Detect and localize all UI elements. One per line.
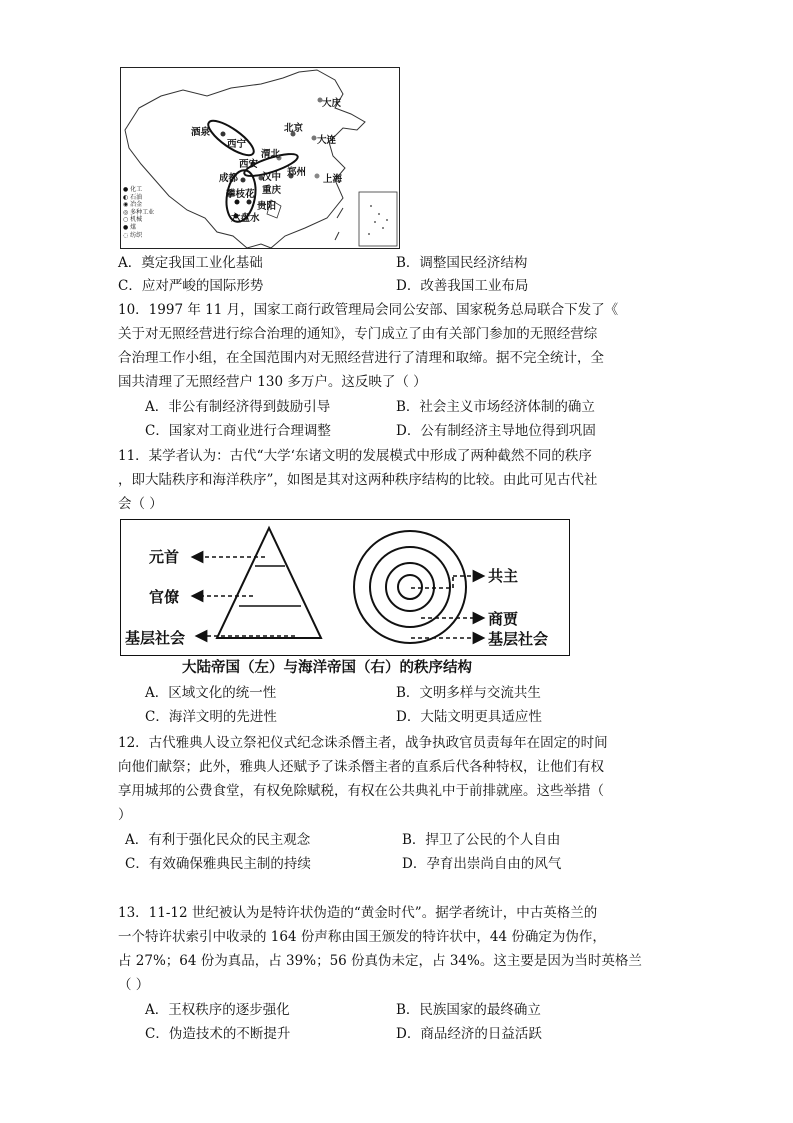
city-label: 攀枝花 [226,189,255,200]
q11-option-a[interactable]: A．区域文化的统一性 [145,685,277,701]
q12-option-c[interactable]: C．有效确保雅典民主制的持续 [125,856,311,872]
legend-item: ◎ 多种工业 [123,208,155,216]
q11-stem-line: ，即大陆秩序和海洋秩序”，如图是其对这两种秩序结构的比较。由此可见古代社 [118,472,598,488]
city-label: 大庆 [322,98,342,109]
q13-stem-line: 13．11-12 世纪被认为是特许状伪造的“黄金时代”。据学者统计，中古英格兰的 [118,905,598,921]
label-grassroots-right: 基层社会 [488,630,549,648]
city-label: 西安 [239,159,259,170]
industrial-layout-map [120,67,400,249]
label-bureaucracy: 官僚 [149,588,180,606]
city-label: 酒泉 [191,127,211,138]
city-label: 大连 [317,135,337,146]
q10-stem-line: 10．1997 年 11 月，国家工商行政管理局会同公安部、国家税务总局联合下发了《 [118,302,619,318]
q10-option-c[interactable]: C．国家对工商业进行合理调整 [145,423,331,439]
q9-option-b[interactable]: B．调整国民经济结构 [396,255,528,271]
q12-option-d[interactable]: D．孕育出崇尚自由的风气 [402,856,562,872]
diagram-caption: 大陆帝国（左）与海洋帝国（右）的秩序结构 [182,660,472,676]
label-grassroots-left: 基层社会 [125,629,186,647]
q11-option-c[interactable]: C．海洋文明的先进性 [145,709,277,725]
q12-option-b[interactable]: B．捍卫了公民的个人自由 [402,832,561,848]
q12-option-a[interactable]: A．有利于强化民众的民主观念 [125,832,311,848]
q13-stem-line: （ ） [118,977,150,993]
city-label: 郑州 [287,167,307,178]
q12-stem-line: 享用城邦的公费食堂，有权免除赋税，有权在公共典礼中于前排就座。这些举措（ [118,783,604,799]
q11-option-d[interactable]: D．大陆文明更具适应性 [396,709,542,725]
q12-stem-line: 向他们献祭；此外，雅典人还赋予了诛杀僭主者的直系后代各种特权，让他们有权 [118,759,604,775]
city-label: 西宁 [227,139,247,150]
map-legend [123,186,154,239]
q13-stem-line: 占 27%；64 份为真品，占 39%；56 份真伪未定，占 34%。这主要是因为当时英格兰 [118,953,642,969]
q13-option-d[interactable]: D．商品经济的日益活跃 [396,1026,542,1042]
legend-item: ◉ 冶金 [123,201,143,209]
city-label: 成都 [219,173,239,184]
legend-item: ● 化工 [123,186,143,193]
label-common-lord: 共主 [488,567,519,585]
q10-stem-line: 国共清理了无照经营户 130 多万户。这反映了（ ） [118,374,427,390]
q9-option-c[interactable]: C．应对严峻的国际形势 [118,278,264,294]
q11-stem-line: 会（ ） [118,496,163,512]
city-label: 贵阳 [257,201,277,212]
q9-option-a[interactable]: A．奠定我国工业化基础 [118,255,263,271]
q11-option-b[interactable]: B．文明多样与交流共生 [396,685,541,701]
city-label: 六盘水 [231,213,260,224]
q11-stem-line: 11．某学者认为：古代“大学‘东诸文明的发展模式中形成了两种截然不同的秩序 [118,448,592,464]
legend-item: ● 煤 [123,223,137,231]
q10-stem-line: 关于对无照经营进行综合治理的通知》，专门成立了由有关部门参加的无照经营综 [118,326,598,342]
city-label: 汉中 [262,172,282,183]
label-head-of-state: 元首 [149,548,180,566]
order-structure-diagram [120,519,570,656]
pyramid [217,528,321,638]
q9-option-d[interactable]: D．改善我国工业布局 [396,278,529,294]
q12-stem-line: 12．古代雅典人设立祭祀仪式纪念诛杀僭主者，战争执政官员责每年在固定的时间 [118,735,608,751]
legend-item: ◌ 纺织 [123,231,143,239]
city-label: 北京 [284,123,304,134]
q13-option-a[interactable]: A．王权秩序的逐步强化 [145,1002,290,1018]
q13-option-c[interactable]: C．伪造技术的不断提升 [145,1026,291,1042]
legend-item: ◐ 石油 [123,193,143,201]
q10-option-b[interactable]: B．社会主义市场经济体制的确立 [396,399,595,415]
city-label: 上海 [323,174,343,185]
q13-option-b[interactable]: B．民族国家的最终确立 [396,1002,541,1018]
q12-stem-line: ） [118,807,132,823]
china-map-outline [121,68,399,248]
city-label: 重庆 [262,185,282,196]
q10-stem-line: 合治理工作小组，在全国范围内对无照经营进行了清理和取缔。据不完全统计，全 [118,350,604,366]
q10-option-d[interactable]: D．公有制经济主导地位得到巩固 [396,423,596,439]
q10-option-a[interactable]: A．非公有制经济得到鼓励引导 [145,399,331,415]
city-label: 渭北 [261,149,281,160]
label-merchants: 商贾 [488,610,519,628]
q13-stem-line: 一个特许状索引中收录的 164 份声称由国王颁发的特许状中，44 份确定为伪作， [118,929,606,945]
legend-item: ○ 机械 [123,216,143,224]
